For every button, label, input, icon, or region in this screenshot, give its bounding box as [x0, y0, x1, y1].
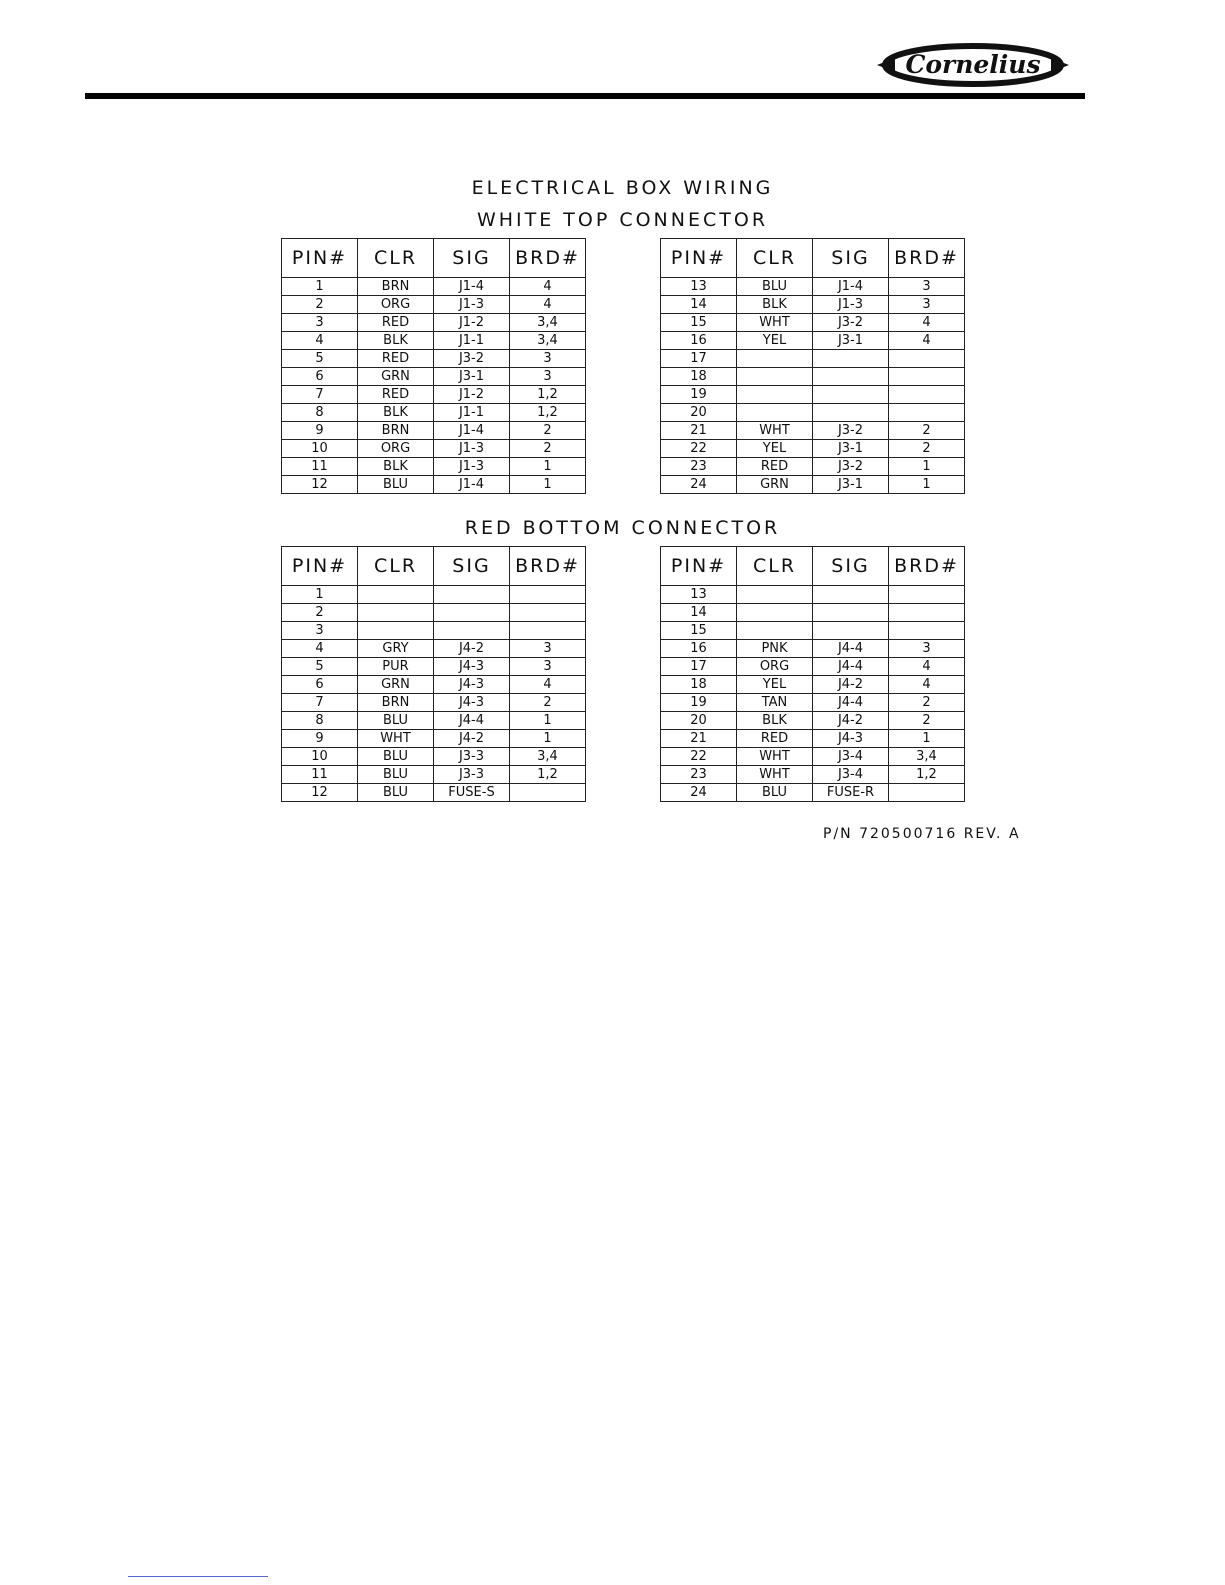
- table-cell: 17: [661, 350, 737, 368]
- table-cell: 3,4: [510, 748, 586, 766]
- table-row: [282, 766, 586, 784]
- table-cell: 3,4: [889, 748, 965, 766]
- table-cell: 1,2: [510, 766, 586, 784]
- table-cell: J3-1: [813, 476, 889, 494]
- column-header: CLR: [737, 239, 813, 278]
- table-row: [282, 604, 586, 622]
- table-cell: 12: [282, 476, 358, 494]
- table-cell: PUR: [358, 658, 434, 676]
- table-row: [282, 404, 586, 422]
- header-rule: [85, 93, 1085, 99]
- table-row: [661, 748, 965, 766]
- column-header: CLR: [358, 239, 434, 278]
- table-cell: 1: [510, 712, 586, 730]
- table-cell: J4-3: [434, 676, 510, 694]
- table-row: [661, 458, 965, 476]
- table-cell: 20: [661, 712, 737, 730]
- table-cell: J3-2: [813, 314, 889, 332]
- table-cell: J3-3: [434, 748, 510, 766]
- table-cell: ORG: [358, 440, 434, 458]
- table-cell: WHT: [737, 314, 813, 332]
- table-cell: [813, 622, 889, 640]
- table-cell: 19: [661, 386, 737, 404]
- table-cell: 22: [661, 440, 737, 458]
- table-row: [282, 476, 586, 494]
- table-cell: BLU: [358, 712, 434, 730]
- table-cell: J4-2: [813, 712, 889, 730]
- table-cell: J4-3: [434, 694, 510, 712]
- table-cell: 4: [889, 332, 965, 350]
- table-cell: 2: [510, 440, 586, 458]
- table-cell: ORG: [737, 658, 813, 676]
- table-cell: 7: [282, 386, 358, 404]
- table-cell: BLU: [358, 748, 434, 766]
- column-header: SIG: [434, 547, 510, 586]
- table-cell: BLU: [737, 784, 813, 802]
- table-cell: 3,4: [510, 314, 586, 332]
- table-cell: 8: [282, 712, 358, 730]
- column-header: PIN#: [661, 547, 737, 586]
- table-row: [661, 712, 965, 730]
- table-cell: BLU: [358, 784, 434, 802]
- table-row: [282, 422, 586, 440]
- table-cell: 11: [282, 766, 358, 784]
- red-bottom-table-right: [660, 546, 965, 802]
- table-cell: RED: [358, 386, 434, 404]
- table-cell: 6: [282, 676, 358, 694]
- table-cell: [434, 622, 510, 640]
- table-cell: BLU: [358, 476, 434, 494]
- table-cell: 4: [889, 658, 965, 676]
- table-cell: J3-2: [813, 458, 889, 476]
- table-cell: [889, 386, 965, 404]
- table-cell: YEL: [737, 676, 813, 694]
- table-row: [661, 404, 965, 422]
- table-cell: 5: [282, 350, 358, 368]
- table-cell: BLK: [358, 332, 434, 350]
- table-cell: BLK: [358, 404, 434, 422]
- table-cell: 4: [510, 278, 586, 296]
- white-top-table-left: [281, 238, 586, 494]
- table-cell: J4-2: [434, 730, 510, 748]
- table-cell: [737, 368, 813, 386]
- table-cell: [737, 604, 813, 622]
- table-cell: 23: [661, 766, 737, 784]
- table-cell: 1: [510, 730, 586, 748]
- table-cell: PNK: [737, 640, 813, 658]
- table-cell: RED: [358, 350, 434, 368]
- table-cell: 12: [282, 784, 358, 802]
- white-top-table-right: [660, 238, 965, 494]
- table-cell: [434, 604, 510, 622]
- table-cell: 14: [661, 296, 737, 314]
- table-row: [661, 296, 965, 314]
- table-cell: J3-2: [813, 422, 889, 440]
- table-cell: 13: [661, 586, 737, 604]
- table-row: [282, 784, 586, 802]
- table-cell: [813, 368, 889, 386]
- table-cell: J4-3: [434, 658, 510, 676]
- table-cell: J1-4: [434, 422, 510, 440]
- table-cell: [889, 784, 965, 802]
- table-cell: 14: [661, 604, 737, 622]
- table-cell: J1-3: [813, 296, 889, 314]
- table-cell: [889, 622, 965, 640]
- table-cell: J1-3: [434, 440, 510, 458]
- table-cell: 2: [889, 440, 965, 458]
- svg-text:Cornelius: Cornelius: [905, 50, 1041, 79]
- table-row: [661, 386, 965, 404]
- table-cell: WHT: [737, 748, 813, 766]
- table-row: [661, 730, 965, 748]
- table-cell: 21: [661, 730, 737, 748]
- table-cell: 24: [661, 476, 737, 494]
- table-cell: [889, 350, 965, 368]
- table-row: [282, 278, 586, 296]
- table-cell: 1,2: [889, 766, 965, 784]
- table-cell: FUSE-S: [434, 784, 510, 802]
- column-header: SIG: [813, 239, 889, 278]
- table-cell: FUSE-R: [813, 784, 889, 802]
- table-cell: [510, 622, 586, 640]
- table-cell: BLK: [737, 296, 813, 314]
- table-cell: J3-4: [813, 748, 889, 766]
- table-cell: 17: [661, 658, 737, 676]
- table-cell: BLU: [737, 278, 813, 296]
- table-cell: [358, 622, 434, 640]
- table-cell: 3: [889, 278, 965, 296]
- table-cell: 3: [889, 296, 965, 314]
- table-cell: 4: [889, 676, 965, 694]
- table-row: [661, 368, 965, 386]
- table-row: [661, 332, 965, 350]
- table-cell: [737, 586, 813, 604]
- table-cell: [510, 784, 586, 802]
- table-cell: GRN: [358, 368, 434, 386]
- table-cell: GRN: [358, 676, 434, 694]
- column-header: SIG: [813, 547, 889, 586]
- table-cell: J1-4: [434, 476, 510, 494]
- table-cell: [813, 386, 889, 404]
- table-cell: J4-2: [434, 640, 510, 658]
- table-cell: 18: [661, 368, 737, 386]
- table-cell: 21: [661, 422, 737, 440]
- table-cell: J1-1: [434, 332, 510, 350]
- table-cell: 4: [282, 332, 358, 350]
- table-cell: [358, 604, 434, 622]
- table-cell: 2: [282, 296, 358, 314]
- red-bottom-connector-heading: RED BOTTOM CONNECTOR: [464, 517, 781, 539]
- table-row: [661, 676, 965, 694]
- table-row: [661, 440, 965, 458]
- table-cell: RED: [737, 730, 813, 748]
- table-cell: 9: [282, 730, 358, 748]
- table-cell: 4: [282, 640, 358, 658]
- table-cell: 1,2: [510, 386, 586, 404]
- table-cell: J4-4: [813, 658, 889, 676]
- table-row: [661, 640, 965, 658]
- table-cell: [813, 350, 889, 368]
- table-cell: [737, 622, 813, 640]
- table-cell: J1-3: [434, 296, 510, 314]
- table-row: [661, 586, 965, 604]
- table-cell: 3: [889, 640, 965, 658]
- table-cell: [510, 586, 586, 604]
- table-cell: 3: [510, 350, 586, 368]
- column-header: BRD#: [889, 547, 965, 586]
- column-header: SIG: [434, 239, 510, 278]
- table-cell: 2: [510, 694, 586, 712]
- table-cell: J1-2: [434, 386, 510, 404]
- table-cell: 4: [510, 676, 586, 694]
- table-row: [282, 350, 586, 368]
- table-cell: 9: [282, 422, 358, 440]
- table-row: [282, 586, 586, 604]
- table-row: [661, 350, 965, 368]
- column-header: BRD#: [510, 547, 586, 586]
- table-cell: J4-4: [813, 640, 889, 658]
- table-row: [661, 604, 965, 622]
- table-cell: J4-4: [434, 712, 510, 730]
- table-cell: 3: [282, 622, 358, 640]
- table-row: [282, 314, 586, 332]
- table-cell: J3-2: [434, 350, 510, 368]
- table-cell: YEL: [737, 440, 813, 458]
- table-cell: 2: [889, 694, 965, 712]
- table-cell: 15: [661, 314, 737, 332]
- table-row: [282, 640, 586, 658]
- table-row: [661, 658, 965, 676]
- table-cell: WHT: [737, 422, 813, 440]
- table-row: [661, 694, 965, 712]
- table-cell: ORG: [358, 296, 434, 314]
- table-cell: [434, 586, 510, 604]
- table-cell: 3: [510, 658, 586, 676]
- page-title: ELECTRICAL BOX WIRING: [471, 177, 774, 199]
- table-cell: 15: [661, 622, 737, 640]
- column-header: CLR: [358, 547, 434, 586]
- table-row: [282, 458, 586, 476]
- table-cell: J1-1: [434, 404, 510, 422]
- table-cell: 3: [510, 368, 586, 386]
- table-cell: J4-2: [813, 676, 889, 694]
- table-cell: [737, 404, 813, 422]
- table-cell: [737, 386, 813, 404]
- table-cell: 13: [661, 278, 737, 296]
- table-row: [282, 694, 586, 712]
- table-cell: 1: [889, 458, 965, 476]
- table-cell: RED: [737, 458, 813, 476]
- table-cell: 2: [510, 422, 586, 440]
- table-row: [282, 440, 586, 458]
- table-cell: J1-4: [813, 278, 889, 296]
- table-cell: BRN: [358, 422, 434, 440]
- table-cell: [813, 586, 889, 604]
- table-row: [661, 278, 965, 296]
- table-row: [282, 658, 586, 676]
- table-cell: 22: [661, 748, 737, 766]
- table-cell: 23: [661, 458, 737, 476]
- table-cell: 3: [510, 640, 586, 658]
- column-header: BRD#: [889, 239, 965, 278]
- table-cell: 16: [661, 332, 737, 350]
- table-row: [282, 676, 586, 694]
- part-number: P/N 720500716 REV. A: [823, 826, 1021, 842]
- table-cell: [737, 350, 813, 368]
- cornelius-logo: [873, 40, 1073, 90]
- table-cell: 2: [282, 604, 358, 622]
- column-header: PIN#: [282, 547, 358, 586]
- table-cell: 7: [282, 694, 358, 712]
- table-cell: J3-1: [813, 440, 889, 458]
- table-cell: J3-1: [813, 332, 889, 350]
- table-cell: 8: [282, 404, 358, 422]
- table-cell: J1-4: [434, 278, 510, 296]
- table-cell: 1: [889, 476, 965, 494]
- table-cell: 3: [282, 314, 358, 332]
- table-row: [661, 766, 965, 784]
- table-cell: J1-2: [434, 314, 510, 332]
- table-cell: J3-1: [434, 368, 510, 386]
- table-cell: 1: [889, 730, 965, 748]
- table-cell: 5: [282, 658, 358, 676]
- table-cell: WHT: [358, 730, 434, 748]
- column-header: PIN#: [661, 239, 737, 278]
- table-cell: 24: [661, 784, 737, 802]
- table-cell: [889, 604, 965, 622]
- white-top-connector-heading: WHITE TOP CONNECTOR: [476, 209, 769, 231]
- table-cell: [358, 586, 434, 604]
- table-cell: BRN: [358, 278, 434, 296]
- table-cell: 2: [889, 712, 965, 730]
- table-cell: 2: [889, 422, 965, 440]
- table-row: [282, 622, 586, 640]
- table-cell: RED: [358, 314, 434, 332]
- table-cell: 6: [282, 368, 358, 386]
- table-cell: 3,4: [510, 332, 586, 350]
- table-cell: GRY: [358, 640, 434, 658]
- table-cell: 4: [510, 296, 586, 314]
- table-cell: [889, 586, 965, 604]
- red-bottom-table-left: [281, 546, 586, 802]
- table-cell: 1: [282, 278, 358, 296]
- table-row: [282, 296, 586, 314]
- table-row: [661, 476, 965, 494]
- table-cell: 11: [282, 458, 358, 476]
- table-cell: BLK: [737, 712, 813, 730]
- table-cell: BLK: [358, 458, 434, 476]
- table-cell: 16: [661, 640, 737, 658]
- table-cell: 10: [282, 440, 358, 458]
- table-cell: [813, 404, 889, 422]
- table-cell: 4: [889, 314, 965, 332]
- table-cell: 10: [282, 748, 358, 766]
- table-cell: [889, 368, 965, 386]
- table-cell: 1: [510, 476, 586, 494]
- table-cell: 18: [661, 676, 737, 694]
- column-header: CLR: [737, 547, 813, 586]
- table-cell: [889, 404, 965, 422]
- table-row: [282, 368, 586, 386]
- table-cell: 20: [661, 404, 737, 422]
- table-row: [282, 386, 586, 404]
- table-row: [282, 748, 586, 766]
- table-row: [282, 332, 586, 350]
- table-cell: J4-3: [813, 730, 889, 748]
- footer-link-line: [128, 1576, 268, 1577]
- table-cell: 1: [510, 458, 586, 476]
- column-header: PIN#: [282, 239, 358, 278]
- table-row: [661, 422, 965, 440]
- table-row: [282, 730, 586, 748]
- table-cell: J4-4: [813, 694, 889, 712]
- table-cell: BRN: [358, 694, 434, 712]
- table-row: [282, 712, 586, 730]
- table-cell: J3-4: [813, 766, 889, 784]
- table-cell: [813, 604, 889, 622]
- table-cell: GRN: [737, 476, 813, 494]
- table-cell: WHT: [737, 766, 813, 784]
- table-row: [661, 622, 965, 640]
- table-row: [661, 784, 965, 802]
- column-header: BRD#: [510, 239, 586, 278]
- table-row: [661, 314, 965, 332]
- table-cell: 1: [282, 586, 358, 604]
- table-cell: 19: [661, 694, 737, 712]
- table-cell: J3-3: [434, 766, 510, 784]
- table-cell: BLU: [358, 766, 434, 784]
- table-cell: J1-3: [434, 458, 510, 476]
- table-cell: [510, 604, 586, 622]
- table-cell: YEL: [737, 332, 813, 350]
- table-cell: TAN: [737, 694, 813, 712]
- table-cell: 1,2: [510, 404, 586, 422]
